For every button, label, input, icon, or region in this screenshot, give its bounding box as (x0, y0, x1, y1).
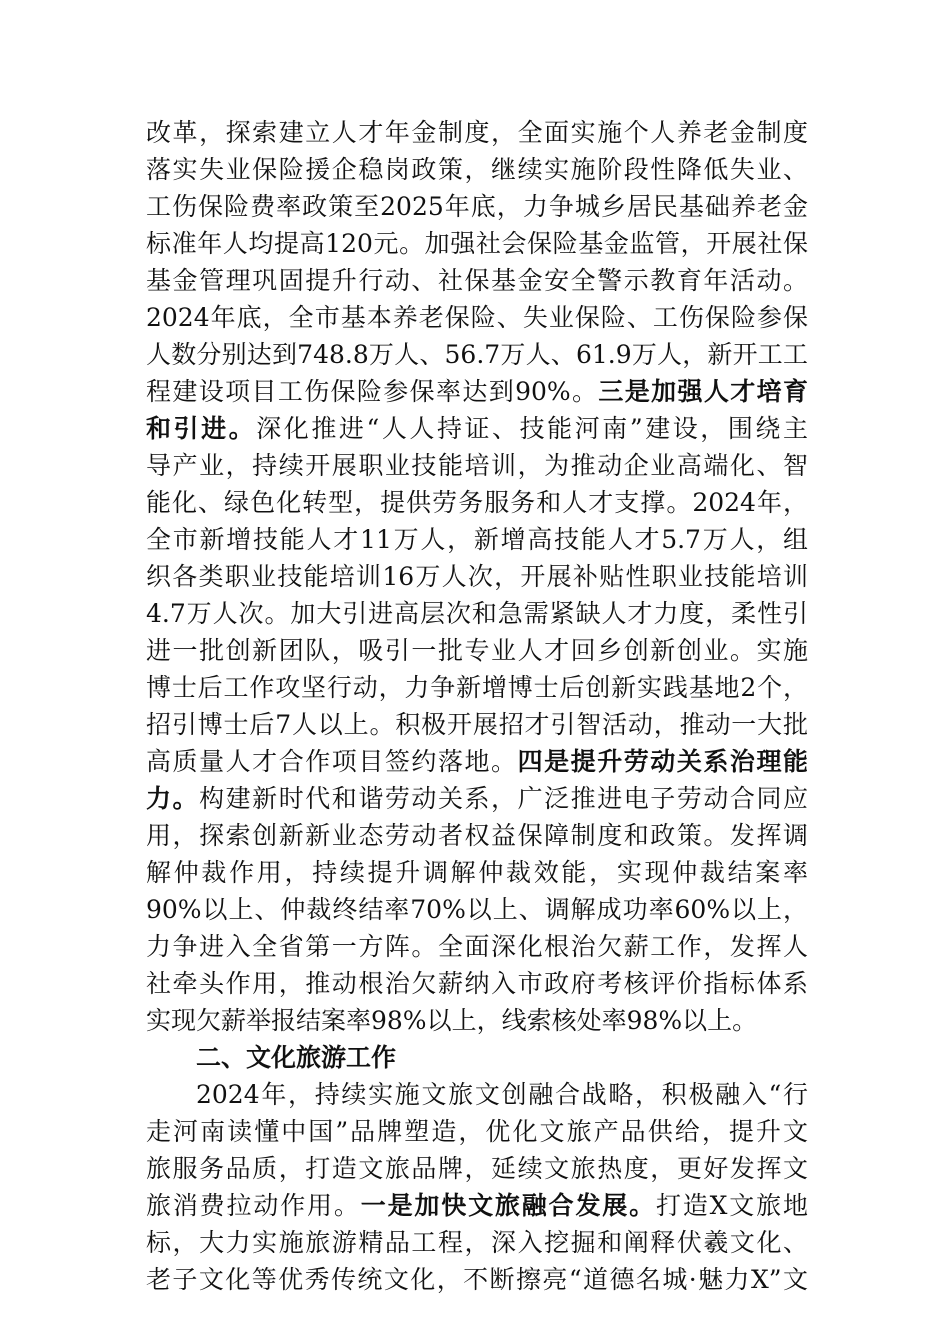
text-line: 90%以上、仲裁终结率70%以上、调解成功率60%以上， (146, 895, 808, 924)
bold-lead-in: 力。 (146, 784, 200, 813)
text-line: 2024年底，全市基本养老保险、失业保险、工伤保险参保 (146, 303, 808, 332)
bold-lead-in: 一是加快文旅融合发展。 (360, 1191, 656, 1220)
text-line: 和引进。深化推进“人人持证、技能河南”建设，围绕主 (146, 414, 808, 443)
text-line: 力争进入全省第一方阵。全面深化根治欠薪工作，发挥人 (146, 932, 808, 961)
text-line: 旅消费拉动作用。一是加快文旅融合发展。打造X文旅地 (146, 1191, 808, 1220)
text-line: 人数分别达到748.8万人、56.7万人、61.9万人，新开工工 (146, 340, 808, 369)
text-line: 4.7万人次。加大引进高层次和急需紧缺人才力度，柔性引 (146, 599, 808, 628)
text-line: 2024年，持续实施文旅文创融合战略，积极融入“行 (196, 1080, 808, 1109)
text-line: 织各类职业技能培训16万人次，开展补贴性职业技能培训 (146, 562, 808, 591)
text-line: 改革，探索建立人才年金制度，全面实施个人养老金制度 (146, 118, 808, 147)
text-line: 标，大力实施旅游精品工程，深入挖掘和阐释伏羲文化、 (146, 1228, 808, 1257)
text-line: 能化、绿色化转型，提供劳务服务和人才支撑。2024年， (146, 488, 808, 517)
text-line: 博士后工作攻坚行动，力争新增博士后创新实践基地2个， (146, 673, 808, 702)
text-line: 高质量人才合作项目签约落地。四是提升劳动关系治理能 (146, 747, 808, 776)
bold-lead-in: 四是提升劳动关系治理能 (517, 747, 808, 776)
text-line: 工伤保险费率政策至2025年底，力争城乡居民基础养老金 (146, 192, 808, 221)
text-line: 力。构建新时代和谐劳动关系，广泛推进电子劳动合同应 (146, 784, 808, 813)
text-line: 全市新增技能人才11万人，新增高技能人才5.7万人，组 (146, 525, 808, 554)
bold-lead-in: 三是加强人才培育 (598, 377, 808, 406)
text-line: 老子文化等优秀传统文化，不断擦亮“道德名城·魅力X”文 (146, 1265, 808, 1294)
section-heading: 二、文化旅游工作 (196, 1043, 397, 1072)
text-line: 解仲裁作用，持续提升调解仲裁效能，实现仲裁结案率 (146, 858, 808, 887)
text-line: 旅服务品质，打造文旅品牌，延续文旅热度，更好发挥文 (146, 1154, 808, 1183)
bold-lead-in: 和引进。 (146, 414, 257, 443)
text-line: 实现欠薪举报结案率98%以上，线索核处率98%以上。 (146, 1006, 758, 1035)
text-line: 导产业，持续开展职业技能培训，为推动企业高端化、智 (146, 451, 808, 480)
text-line: 用，探索创新新业态劳动者权益保障制度和政策。发挥调 (146, 821, 808, 850)
text-line: 进一批创新团队，吸引一批专业人才回乡创新创业。实施 (146, 636, 808, 665)
document-body (146, 114, 808, 1298)
text-line: 落实失业保险援企稳岗政策，继续实施阶段性降低失业、 (146, 155, 808, 184)
text-line: 社牵头作用，推动根治欠薪纳入市政府考核评价指标体系 (146, 969, 808, 998)
text-line: 程建设项目工伤保险参保率达到90%。三是加强人才培育 (146, 377, 808, 406)
text-line: 标准年人均提高120元。加强社会保险基金监管，开展社保 (146, 229, 808, 258)
text-line: 基金管理巩固提升行动、社保基金安全警示教育年活动。 (146, 266, 808, 295)
text-line: 招引博士后7人以上。积极开展招才引智活动，推动一大批 (146, 710, 808, 739)
text-line: 走河南读懂中国”品牌塑造，优化文旅产品供给，提升文 (146, 1117, 808, 1146)
